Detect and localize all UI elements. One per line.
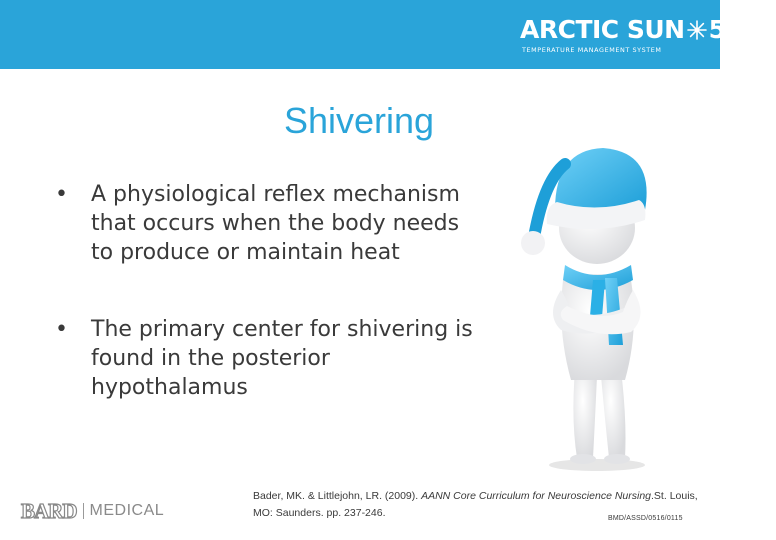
bullet-marker: • [55, 182, 68, 207]
footer-divider [83, 503, 84, 519]
bullet-text: The primary center for shivering is found in the posterior hypothalamus [91, 317, 473, 400]
footer-logo-text: MEDICAL [89, 502, 165, 519]
bullet-marker: • [55, 317, 68, 342]
document-code: BMD/ASSD/0516/0115 [608, 515, 683, 522]
brand-name-left: ARCTIC SUN [520, 15, 685, 44]
brand-tagline: TEMPERATURE MANAGEMENT SYSTEM [522, 46, 662, 54]
bullet-item [55, 180, 475, 267]
snowflake-icon [687, 16, 707, 36]
slide-title [0, 100, 720, 142]
bullet-list [55, 180, 475, 402]
shivering-figure-image [505, 140, 685, 475]
citation-title: AANN Core Curriculum for Neuroscience Nursing [421, 490, 652, 502]
header-bar [0, 0, 776, 69]
citation-publisher: .St. Louis, MO: Saunders. pp. 237-246. [253, 490, 698, 519]
bullet-item [55, 315, 475, 402]
brand-name-right: 5000 [708, 15, 776, 44]
citation-authors: Bader, MK. & Littlejohn, LR. (2009). [253, 490, 422, 502]
footer-logo [21, 500, 164, 522]
brand-name [520, 14, 776, 46]
bard-logo-mark: BARD [21, 499, 77, 523]
brand-logo [520, 12, 776, 62]
slide-title-text: Shivering [283, 100, 435, 141]
bullet-text: A physiological reflex mechanism that occurs when the body needs to produce or maintain heat [91, 182, 460, 265]
